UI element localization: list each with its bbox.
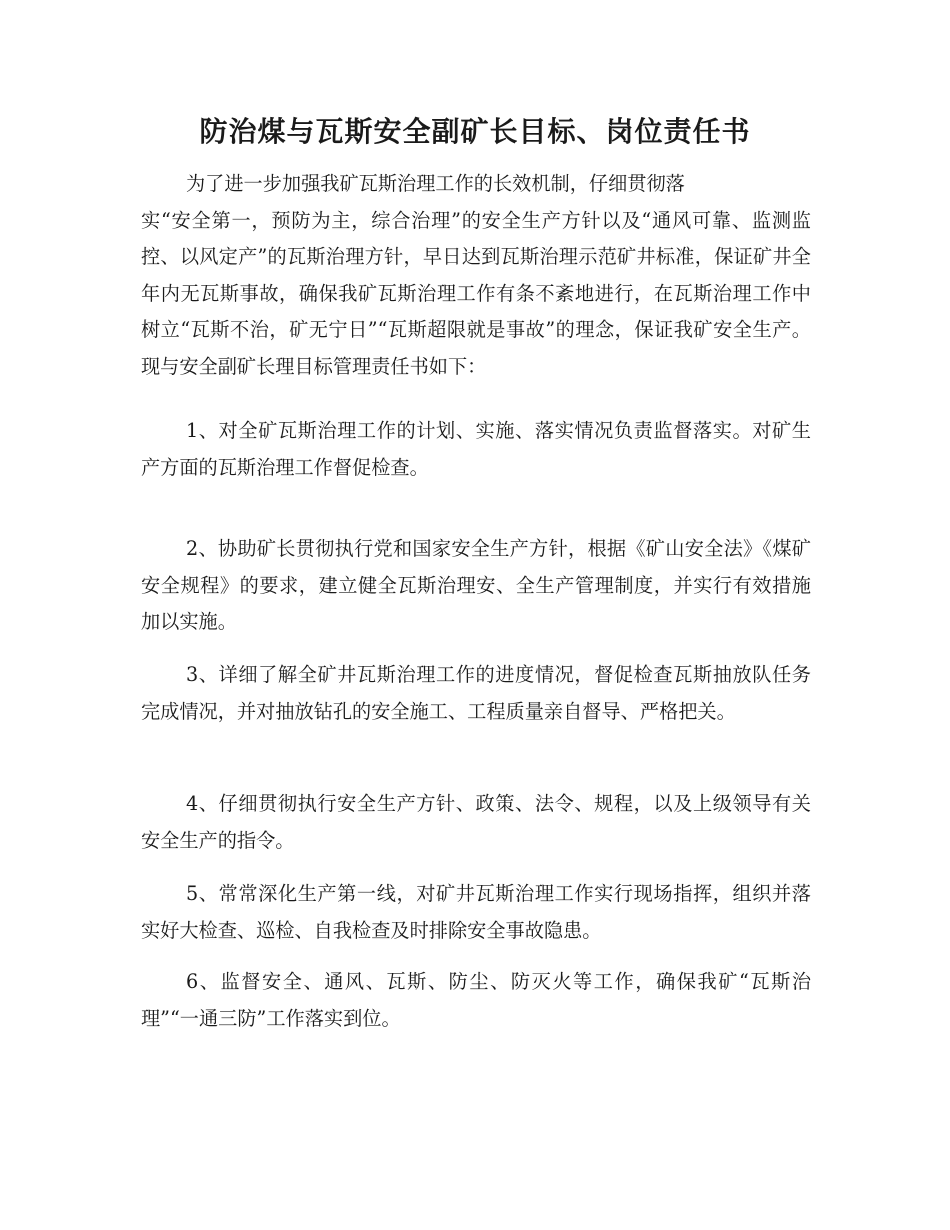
intro-remainder: 实“安全第一，预防为主，综合治理”的安全生产方针以及“通风可靠、监测监控、以风定产”的瓦斯治理方针，早日达到瓦斯治理示范矿井标准，保证矿井全年内无瓦斯事故，确保我矿瓦斯治理工作有条不紊地进行，在瓦斯治理工作中树立“瓦斯不治，矿无宁日”“瓦斯超限就是事故”的理念，保证我矿安全生产。现与安全副矿长理目标管理责任书如下： [141,208,811,378]
clause-5: 5、常常深化生产第一线，对矿井瓦斯治理工作实行现场指挥，组织并落实好大检查、巡检、自我检查及时排除安全事故隐患。 [141,882,811,942]
document-title: 防治煤与瓦斯安全副矿长目标、岗位责任书 [199,115,751,148]
intro-paragraph [141,166,811,385]
clause-3: 3、详细了解全矿井瓦斯治理工作的进度情况，督促检查瓦斯抽放队任务完成情况，并对抽放钻孔的安全施工、工程质量亲自督导、严格把关。 [141,663,811,723]
clause-6: 6、监督安全、通风、瓦斯、防尘、防灭火等工作，确保我矿“瓦斯治理”“一通三防”工作落实到位。 [141,970,811,1030]
intro-first-line: 为了进一步加强我矿瓦斯治理工作的长效机制，仔细贯彻落 [186,172,685,195]
clause-4: 4、仔细贯彻执行安全生产方针、政策、法令、规程，以及上级领导有关安全生产的指令。 [141,792,811,852]
clause-1: 1、对全矿瓦斯治理工作的计划、实施、落实情况负责监督落实。对矿生产方面的瓦斯治理工作督促检查。 [141,419,811,479]
clause-2: 2、协助矿长贯彻执行党和国家安全生产方针，根据《矿山安全法》《煤矿安全规程》的要求，建立健全瓦斯治理安、全生产管理制度，并实行有效措施加以实施。 [141,537,811,633]
